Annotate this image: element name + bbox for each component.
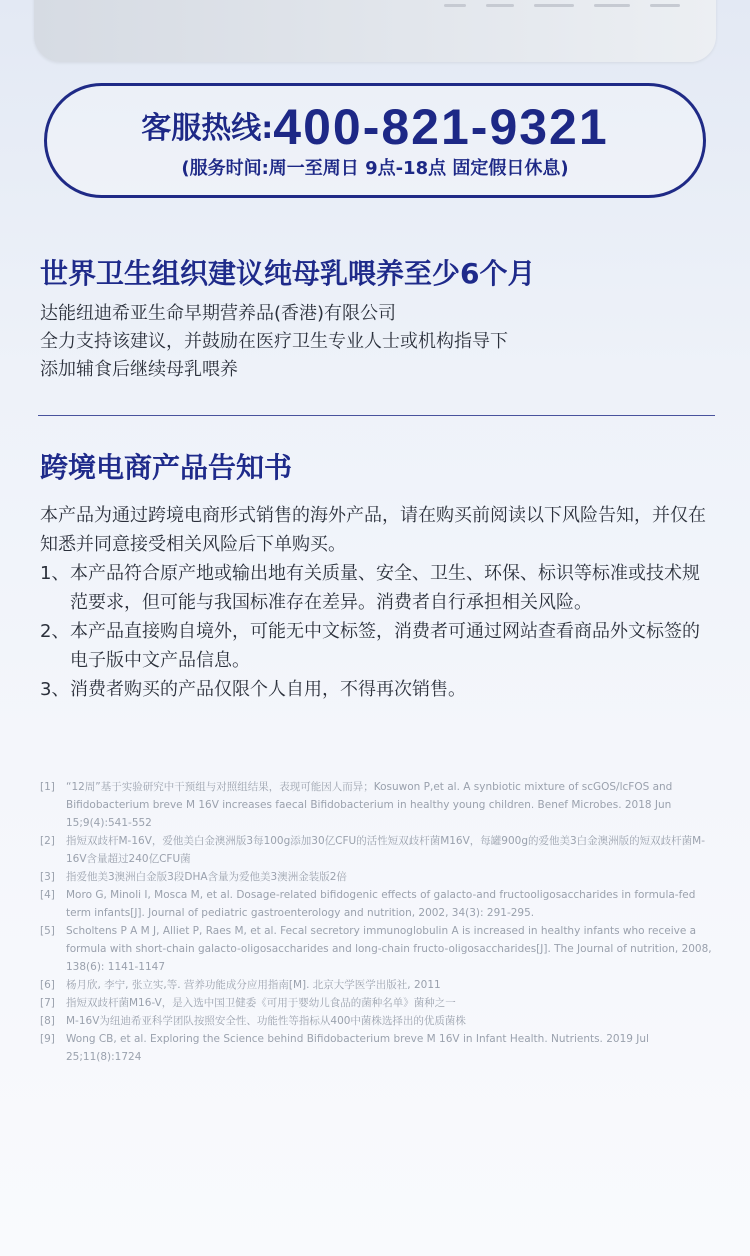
banner-fragment	[594, 4, 630, 7]
customer-service-hotline	[44, 83, 706, 198]
reference-index: [3]	[40, 871, 55, 883]
reference-text: 指短双歧杆M-16V，爱他美白金澳洲版3每100g添加30亿CFU的活性短双歧杆菌M16V，每罐900g的爱他美3白金澳洲版的短双歧杆菌M-16V含量超过240亿CFU菌	[66, 835, 706, 865]
reference-item	[40, 922, 720, 976]
reference-text: 指爱他美3澳洲白金版3段DHA含量为爱他美3澳洲金装版2倍	[66, 871, 347, 883]
reference-index: [2]	[40, 835, 55, 847]
who-recommendation-text	[40, 300, 508, 384]
who-recommendation-title: 世界卫生组织建议纯母乳喂养至少6个月	[40, 257, 536, 290]
references-list	[40, 778, 720, 1066]
notice-item	[40, 559, 710, 617]
reference-index: [7]	[40, 997, 55, 1009]
section-divider	[38, 415, 715, 416]
reference-index: [6]	[40, 979, 55, 991]
reference-item	[40, 994, 720, 1012]
banner-fragment	[650, 4, 680, 7]
reference-item	[40, 1030, 720, 1066]
reference-item	[40, 886, 720, 922]
reference-index: [5]	[40, 925, 55, 937]
who-line: 添加辅食后继续母乳喂养	[40, 359, 238, 380]
hotline-line	[47, 98, 703, 156]
reference-item	[40, 832, 720, 868]
hotline-hours: (服务时间:周一至周日 9点-18点 固定假日休息)	[181, 158, 569, 179]
reference-text: Wong CB, et al. Exploring the Science behind Bifidobacterium breve M 16V in Infant Health. Nutrients. 2019 Jul 25;11(8):1724	[66, 1033, 649, 1063]
reference-text: M-16V为纽迪希亚科学团队按照安全性、功能性等指标从400中菌株选择出的优质菌株	[66, 1015, 466, 1027]
notice-item-text: 本产品直接购自境外，可能无中文标签，消费者可通过网站查看商品外文标签的电子版中文产品信息。	[70, 621, 700, 671]
reference-text: Scholtens P A M J, Alliet P, Raes M, et al. Fecal secretory immunoglobulin A is increased in healthy infants who receive a formula with short-chain galacto-oligosaccharides and long-chain fructo-oligosaccharides[J]. The Journal of nutrition, 2008, 138(6): 1141-1147	[66, 925, 712, 973]
reference-item	[40, 778, 720, 832]
banner-fragment	[444, 4, 466, 7]
notice-item-number: 3、	[40, 679, 70, 700]
reference-item	[40, 868, 720, 886]
banner-fragment	[486, 4, 514, 7]
who-line: 全力支持该建议，并鼓励在医疗卫生专业人士或机构指导下	[40, 331, 508, 352]
notice-item-text: 本产品符合原产地或输出地有关质量、安全、卫生、环保、标识等标准或技术规范要求，但可能与我国标准存在差异。消费者自行承担相关风险。	[70, 563, 700, 613]
notice-item-text: 消费者购买的产品仅限个人自用，不得再次销售。	[70, 679, 466, 700]
reference-index: [9]	[40, 1033, 55, 1045]
reference-text: Moro G, Minoli I, Mosca M, et al. Dosage-related bifidogenic effects of galacto-and fructooligosaccharides in formula-fed term infants[J]. Journal of pediatric gastroenterology and nutrition, 2002, 34(3): 291-295.	[66, 889, 696, 919]
reference-item	[40, 976, 720, 994]
hotline-label: 客服热线:	[141, 111, 274, 146]
cross-border-notice-body	[40, 501, 710, 704]
reference-index: [1]	[40, 781, 55, 793]
hotline-number[interactable]: 400-821-9321	[273, 99, 609, 155]
reference-item	[40, 1012, 720, 1030]
who-line: 达能纽迪希亚生命早期营养品(香港)有限公司	[40, 303, 397, 324]
reference-text: 指短双歧杆菌M16-V，是入选中国卫健委《可用于婴幼儿食品的菌种名单》菌种之一	[66, 997, 456, 1009]
reference-text: 杨月欣, 李宁, 张立实,等. 营养功能成分应用指南[M]. 北京大学医学出版社, 2011	[66, 979, 441, 991]
notice-item-number: 1、	[40, 563, 70, 584]
reference-index: [4]	[40, 889, 55, 901]
top-banner-card	[34, 0, 716, 62]
reference-index: [8]	[40, 1015, 55, 1027]
notice-item	[40, 675, 710, 704]
notice-item-number: 2、	[40, 621, 70, 642]
notice-intro: 本产品为通过跨境电商形式销售的海外产品，请在购买前阅读以下风险告知，并仅在知悉并同意接受相关风险后下单购买。	[40, 505, 706, 555]
reference-text: “12周”基于实验研究中干预组与对照组结果，表现可能因人而异；Kosuwon P,et al. A synbiotic mixture of scGOS/lcFOS and Bifidobacterium breve M 16V increases faecal Bifidobacterium in healthy young children. Benef Microbes. 2018 Jun 15;9(4):541-552	[66, 781, 673, 829]
notice-item	[40, 617, 710, 675]
banner-fragment	[534, 4, 574, 7]
cross-border-notice-title: 跨境电商产品告知书	[40, 451, 293, 484]
